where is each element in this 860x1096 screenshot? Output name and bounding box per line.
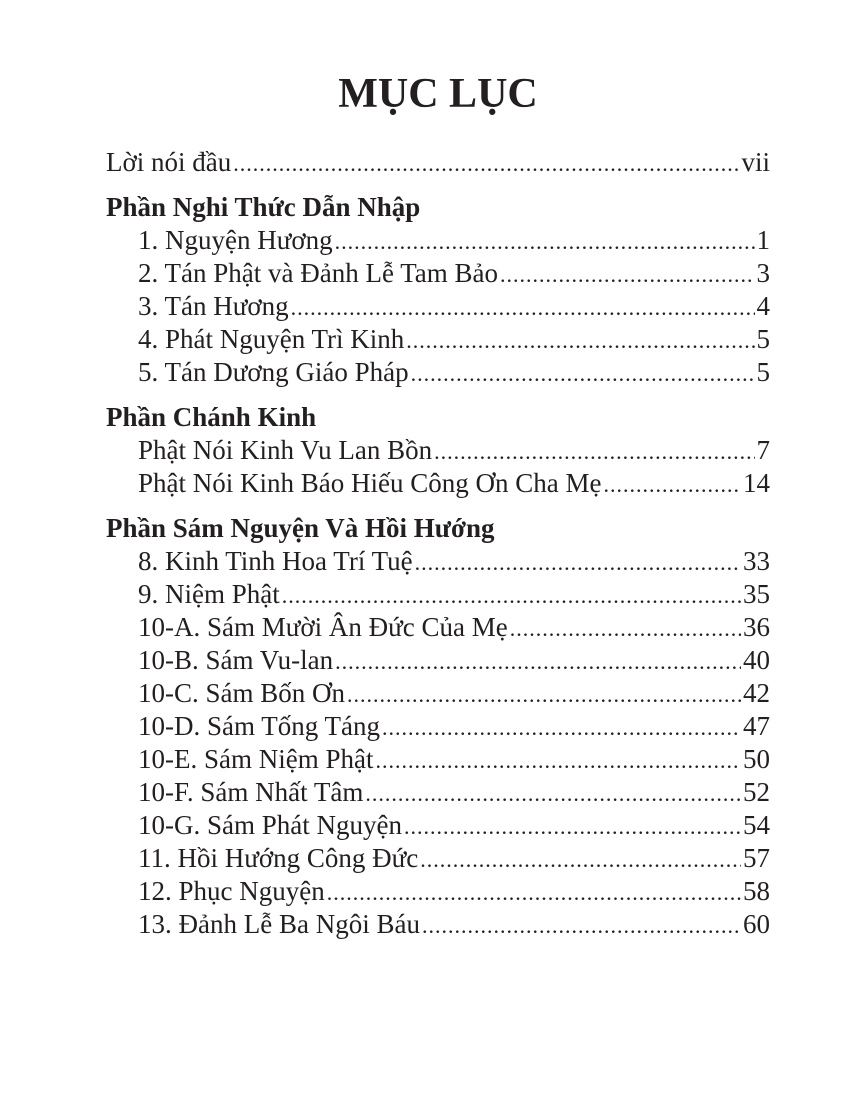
toc-entry-page: 52 bbox=[743, 777, 770, 807]
toc-entry[interactable] bbox=[106, 908, 770, 941]
toc-entry-page: 7 bbox=[756, 435, 770, 465]
toc-entry-label: 4. Phát Nguyện Trì Kinh bbox=[138, 324, 405, 354]
section-heading[interactable]: Phần Chánh Kinh bbox=[106, 402, 317, 432]
dot-leader bbox=[233, 147, 739, 180]
section-heading[interactable]: Phần Sám Nguyện Và Hồi Hướng bbox=[106, 513, 495, 543]
toc-entry-label: 10-D. Sám Tống Táng bbox=[138, 711, 380, 741]
toc-entry-page: 36 bbox=[743, 612, 770, 642]
dot-leader bbox=[415, 546, 741, 579]
dot-leader bbox=[510, 612, 741, 645]
dot-leader bbox=[500, 258, 754, 291]
page-title: MỤC LỤC bbox=[338, 71, 538, 117]
dot-leader bbox=[335, 225, 755, 258]
toc-entry-page: 40 bbox=[743, 645, 770, 675]
toc-entry[interactable] bbox=[106, 224, 770, 257]
toc-entry-label: 10-B. Sám Vu-lan bbox=[138, 645, 334, 675]
toc-entry-page: 54 bbox=[743, 810, 770, 840]
toc-entry-label: 10-F. Sám Nhất Tâm bbox=[138, 777, 364, 807]
dot-leader bbox=[282, 579, 741, 612]
toc-entry[interactable] bbox=[106, 323, 770, 356]
dot-leader bbox=[291, 291, 755, 324]
toc-entry-preface[interactable] bbox=[106, 146, 770, 179]
toc-entry-label: 10-G. Sám Phát Nguyện bbox=[138, 810, 402, 840]
dot-leader bbox=[603, 468, 741, 501]
dot-leader bbox=[347, 678, 741, 711]
dot-leader bbox=[365, 777, 741, 810]
toc-entry-label: 13. Đảnh Lễ Ba Ngôi Báu bbox=[138, 909, 420, 939]
toc-entry[interactable] bbox=[106, 776, 770, 809]
toc-entry-page: 4 bbox=[756, 291, 770, 321]
toc-section bbox=[106, 512, 770, 941]
toc-entry[interactable] bbox=[106, 257, 770, 290]
toc-entry-label: Phật Nói Kinh Vu Lan Bồn bbox=[138, 435, 433, 465]
toc-entry[interactable] bbox=[106, 545, 770, 578]
dot-leader bbox=[411, 357, 755, 390]
toc-entry-page: 57 bbox=[743, 843, 770, 873]
toc-entry-page: 1 bbox=[756, 225, 770, 255]
toc-section bbox=[106, 191, 770, 389]
toc-entry-label: Lời nói đầu bbox=[106, 147, 232, 177]
toc-entry-label: 5. Tán Dương Giáo Pháp bbox=[138, 357, 409, 387]
toc-entry[interactable] bbox=[106, 644, 770, 677]
toc-entry[interactable] bbox=[106, 677, 770, 710]
section-heading[interactable]: Phần Nghi Thức Dẫn Nhập bbox=[106, 192, 421, 222]
dot-leader bbox=[327, 876, 741, 909]
toc-entry[interactable] bbox=[106, 578, 770, 611]
dot-leader bbox=[404, 810, 741, 843]
dot-leader bbox=[382, 711, 741, 744]
toc-entry[interactable] bbox=[106, 356, 770, 389]
toc-entry-label: 10-C. Sám Bốn Ơn bbox=[138, 678, 346, 708]
toc-entry-page: 60 bbox=[743, 909, 770, 939]
dot-leader bbox=[434, 435, 754, 468]
toc-section bbox=[106, 401, 770, 500]
toc-entry[interactable] bbox=[106, 809, 770, 842]
toc-entry-label: 10-A. Sám Mười Ân Đức Của Mẹ bbox=[138, 612, 508, 642]
toc-entry[interactable] bbox=[106, 611, 770, 644]
toc-entry-label: 11. Hồi Hướng Công Đức bbox=[138, 843, 419, 873]
dot-leader bbox=[422, 909, 741, 942]
toc-entry-page: 14 bbox=[743, 468, 770, 498]
dot-leader bbox=[420, 843, 741, 876]
toc-entry-label: 2. Tán Phật và Đảnh Lễ Tam Bảo bbox=[138, 258, 499, 288]
dot-leader bbox=[406, 324, 754, 357]
toc-entry-page: 3 bbox=[756, 258, 770, 288]
toc-entry-page: 5 bbox=[756, 357, 770, 387]
toc-entry[interactable] bbox=[106, 290, 770, 323]
toc-entry-page: 5 bbox=[756, 324, 770, 354]
toc-entry-page: 33 bbox=[743, 546, 770, 576]
toc-entry[interactable] bbox=[106, 710, 770, 743]
toc-entry-page: 42 bbox=[743, 678, 770, 708]
table-of-contents bbox=[106, 146, 770, 953]
toc-entry-page: 58 bbox=[743, 876, 770, 906]
toc-entry-label: 8. Kinh Tinh Hoa Trí Tuệ bbox=[138, 546, 413, 576]
toc-entry-page: 47 bbox=[743, 711, 770, 741]
dot-leader bbox=[375, 744, 741, 777]
toc-entry[interactable] bbox=[106, 467, 770, 500]
toc-entry-page: 50 bbox=[743, 744, 770, 774]
toc-entry-page: 35 bbox=[743, 579, 770, 609]
toc-entry-label: 12. Phục Nguyện bbox=[138, 876, 325, 906]
toc-entry-label: Phật Nói Kinh Báo Hiếu Công Ơn Cha Mẹ bbox=[138, 468, 602, 498]
toc-entry[interactable] bbox=[106, 842, 770, 875]
toc-entry-label: 9. Niệm Phật bbox=[138, 579, 280, 609]
toc-entry-label: 10-E. Sám Niệm Phật bbox=[138, 744, 374, 774]
toc-entry-page: vii bbox=[741, 147, 770, 177]
toc-entry[interactable] bbox=[106, 875, 770, 908]
dot-leader bbox=[335, 645, 741, 678]
toc-entry-label: 3. Tán Hương bbox=[138, 291, 289, 321]
toc-entry[interactable] bbox=[106, 434, 770, 467]
toc-entry[interactable] bbox=[106, 743, 770, 776]
toc-entry-label: 1. Nguyện Hương bbox=[138, 225, 333, 255]
